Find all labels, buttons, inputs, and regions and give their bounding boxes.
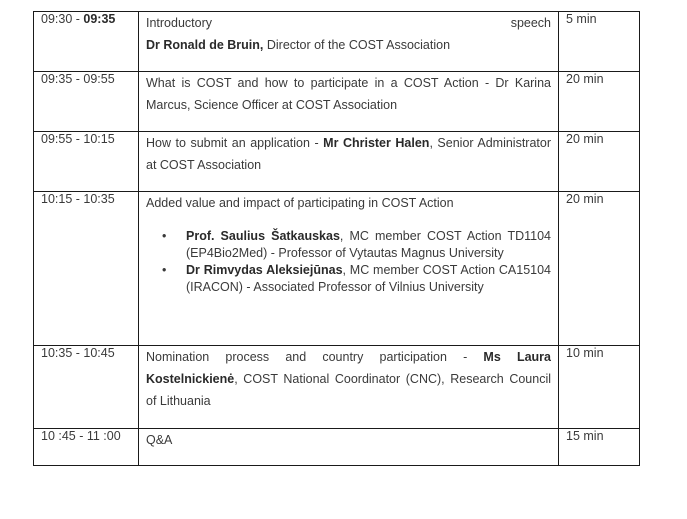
- description-cell: [139, 72, 559, 132]
- description-cell: [139, 192, 559, 346]
- description-cell: How to submit an application - Mr Christer Halen, Senior Administrator at COST Association: [139, 132, 559, 192]
- duration-cell: 10 min: [559, 346, 640, 429]
- speaker-list: [146, 228, 551, 296]
- time-cell: 10 :45 - 11 :00: [34, 429, 139, 466]
- bullet-icon: •: [162, 263, 167, 277]
- speaker-name: Mr Christer Halen: [323, 136, 430, 150]
- duration-cell: 20 min: [559, 132, 640, 192]
- time-cell: 10:15 - 10:35: [34, 192, 139, 346]
- time-cell: 09:35 - 09:55: [34, 72, 139, 132]
- table-row: [34, 192, 640, 346]
- speaker-name: Dr Ronald de Bruin,: [146, 38, 264, 52]
- speaker-name: Prof. Saulius Šatkauskas: [186, 229, 340, 243]
- agenda-table: [33, 11, 640, 466]
- duration-cell: 20 min: [559, 72, 640, 132]
- time-cell: 09:55 - 10:15: [34, 132, 139, 192]
- time-cell: 10:35 - 10:45: [34, 346, 139, 429]
- time-cell: 09:30 - 09:35: [34, 12, 139, 72]
- description-cell: [139, 429, 559, 466]
- speaker-name: Dr Rimvydas Aleksiejūnas: [186, 263, 343, 277]
- session-title: Introductory: [146, 16, 213, 30]
- duration-cell: 5 min: [559, 12, 640, 72]
- speaker-role: Director of the COST Association: [263, 38, 451, 52]
- table-row: [34, 429, 640, 466]
- list-item: • Prof. Saulius Šatkauskas, MC member COST Action TD1104 (EP4Bio2Med) - Professor of Vytautas Magnus University: [162, 229, 551, 260]
- session-title-end: speech: [510, 16, 551, 30]
- table-row: [34, 132, 640, 192]
- session-title: Added value and impact of participating in COST Action: [146, 196, 454, 210]
- table-row: [34, 346, 640, 429]
- table-row: [34, 12, 640, 72]
- speaker-name: Ms Laura Kostelnickienė: [146, 350, 551, 386]
- list-item: • Dr Rimvydas Aleksiejūnas, MC member COST Action CA15104 (IRACON) - Associated Professor of Vilnius University: [162, 263, 551, 294]
- session-text: Q&A: [146, 433, 173, 447]
- table-row: [34, 72, 640, 132]
- duration-cell: 20 min: [559, 192, 640, 346]
- bullet-icon: •: [162, 229, 167, 243]
- description-cell: [139, 12, 559, 72]
- description-cell: Nomination process and country participation - Ms Laura Kostelnickienė, COST National Coordinator (CNC), Research Council of Lithuania: [139, 346, 559, 429]
- duration-cell: 15 min: [559, 429, 640, 466]
- time-end: 09:35: [83, 12, 116, 26]
- session-text: What is COST and how to participate in a COST Action - Dr Karina Marcus, Science Officer at COST Association: [146, 76, 551, 112]
